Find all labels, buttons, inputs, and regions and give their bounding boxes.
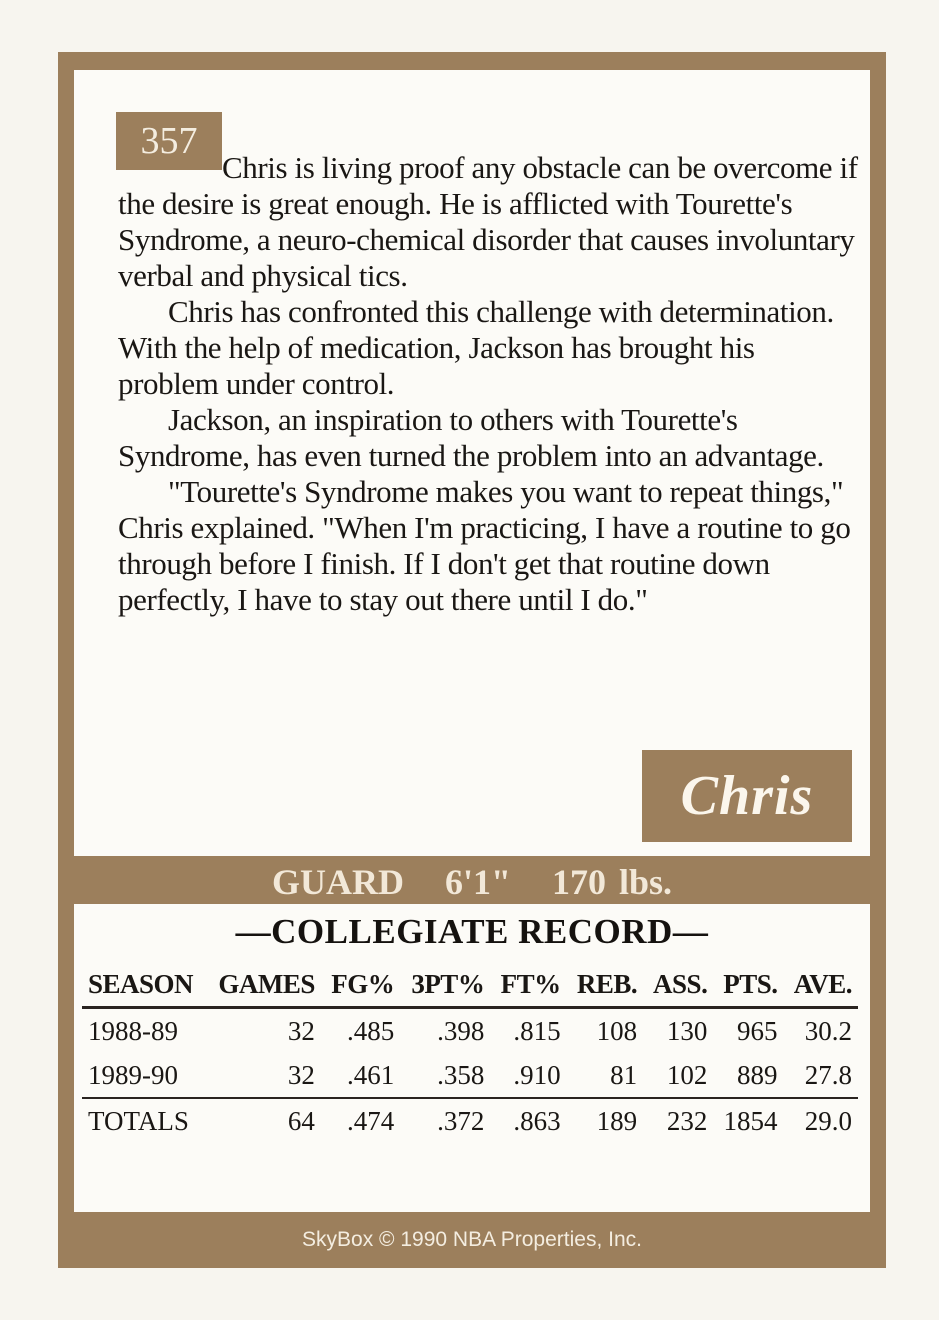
- card-number-badge: 357: [116, 112, 222, 170]
- stats-header-row: [82, 962, 858, 1008]
- header-cell: SEASON: [82, 962, 206, 1008]
- table-cell: 889: [713, 1053, 783, 1098]
- bio-text: [118, 150, 858, 618]
- player-vitals: [74, 860, 870, 904]
- header-cell: 3PT%: [400, 962, 490, 1008]
- card-inner-panel: [74, 70, 870, 1212]
- table-cell: TOTALS: [88, 1105, 189, 1136]
- table-cell: .372: [437, 1105, 485, 1136]
- table-cell: .863: [513, 1105, 561, 1136]
- table-cell: .910: [490, 1053, 566, 1098]
- header-cell: ASS.: [643, 962, 713, 1008]
- table-cell: 232: [666, 1105, 708, 1136]
- table-cell: 32: [287, 1015, 315, 1046]
- header-cell: AVE.: [784, 962, 858, 1008]
- stats-table: [82, 962, 858, 1143]
- bio-paragraph: Jackson, an inspiration to others with Tourette's Syndrome, has even turned the problem into an advantage.: [118, 402, 824, 473]
- bio-paragraph: Chris is living proof any obstacle can be overcome if the desire is great enough. He is afflicted with Tourette's Syndrome, a neuro-chemical disorder that causes involuntary verbal and physical tics.: [118, 150, 858, 293]
- copyright-footer: SkyBox © 1990 NBA Properties, Inc.: [302, 1228, 642, 1251]
- header-cell: PTS.: [713, 962, 783, 1008]
- table-cell: 189: [596, 1105, 638, 1136]
- table-cell: 108: [596, 1015, 638, 1046]
- table-cell: .485: [347, 1015, 395, 1046]
- table-cell: 1854: [723, 1105, 778, 1136]
- position-label: GUARD: [271, 862, 404, 902]
- table-cell: 1989-90: [82, 1053, 206, 1098]
- header-cell: GAMES: [206, 962, 321, 1008]
- table-cell: .474: [347, 1105, 395, 1136]
- table-cell: 102: [643, 1053, 713, 1098]
- table-row: [82, 1053, 858, 1098]
- table-cell: .815: [513, 1015, 561, 1046]
- table-cell: .358: [400, 1053, 490, 1098]
- record-title: —COLLEGIATE RECORD—: [235, 912, 709, 951]
- table-cell: 81: [567, 1053, 644, 1098]
- height-label: 6'1": [444, 862, 511, 902]
- table-cell: 64: [287, 1105, 315, 1136]
- table-cell: .461: [321, 1053, 400, 1098]
- header-cell: REB.: [567, 962, 644, 1008]
- table-cell: 32: [206, 1053, 321, 1098]
- table-cell: 30.2: [804, 1015, 852, 1046]
- header-cell: FG%: [321, 962, 400, 1008]
- bio-paragraph: Chris has confronted this challenge with determination. With the help of medication, Jackson has brought his problem under control.: [118, 294, 834, 401]
- trading-card-back: [58, 52, 886, 1268]
- table-cell: .398: [437, 1015, 485, 1046]
- header-cell: FT%: [490, 962, 566, 1008]
- table-cell: 29.0: [804, 1105, 852, 1136]
- table-cell: 130: [666, 1015, 708, 1046]
- totals-row: [82, 1098, 858, 1143]
- weight-label: 170 lbs.: [551, 862, 673, 902]
- table-cell: 1988-89: [88, 1015, 178, 1046]
- table-row: [82, 1008, 858, 1054]
- nickname-badge: Chris: [642, 750, 852, 842]
- bio-paragraph: "Tourette's Syndrome makes you want to repeat things," Chris explained. "When I'm practicing, I have a routine to go through before I finish. If I don't get that routine down perfectly, I have to stay out there until I do.": [118, 474, 851, 617]
- table-cell: 965: [737, 1015, 778, 1046]
- table-cell: 27.8: [784, 1053, 858, 1098]
